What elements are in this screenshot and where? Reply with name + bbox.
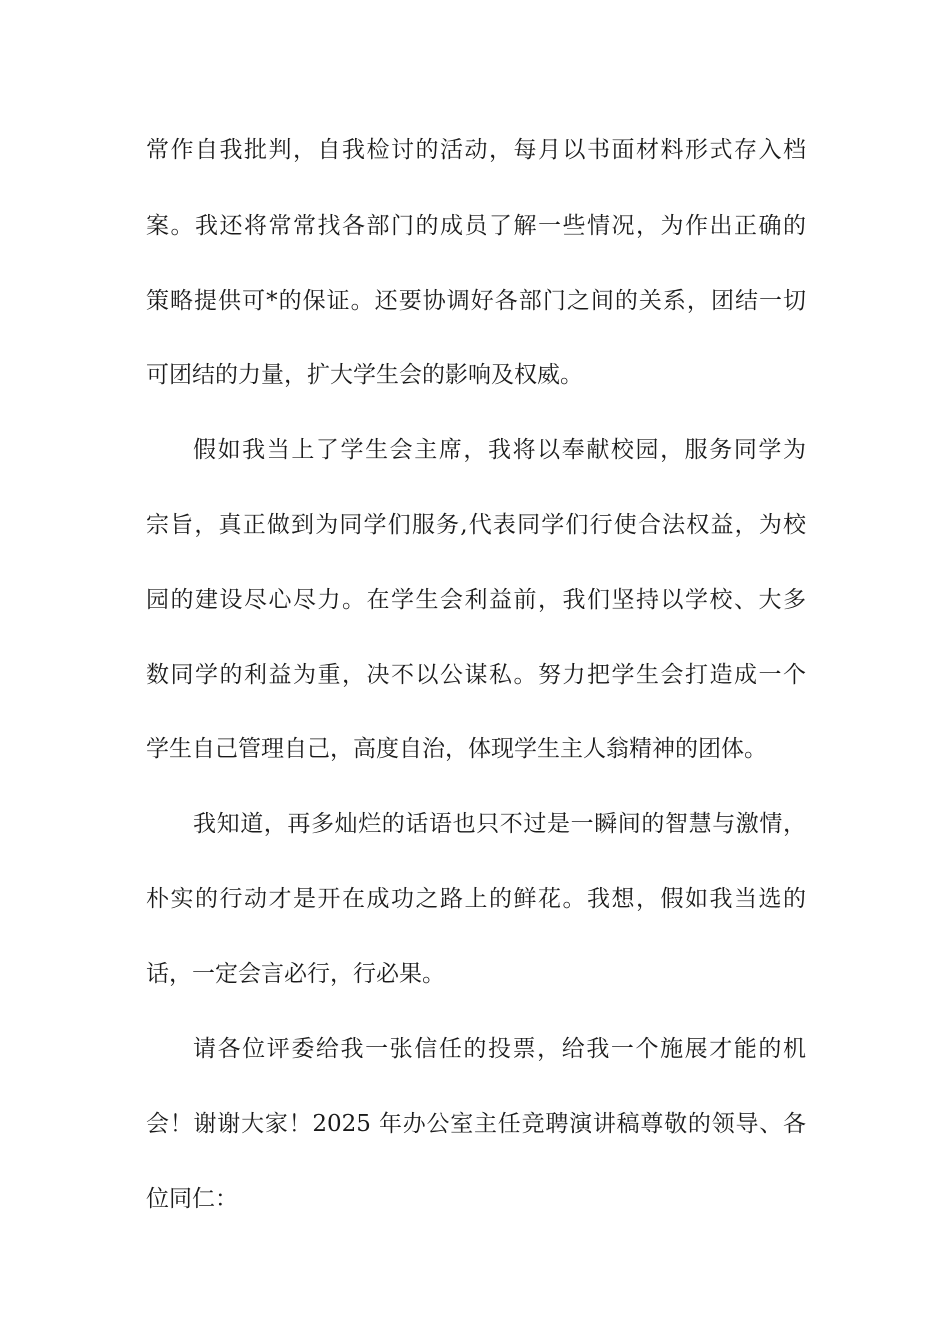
text-line: 我知道，再多灿烂的话语也只不过是一瞬间的智慧与激情，: [193, 811, 806, 837]
text-line: 学生自己管理自己，高度自治，体现学生主人翁精神的团体。: [146, 736, 767, 762]
text-line: 可团结的力量，扩大学生会的影响及权威。: [146, 362, 583, 388]
text-line: 会！谢谢大家！2025 年办公室主任竞聘演讲稿尊敬的领导、各: [146, 1111, 806, 1137]
text-line: 假如我当上了学生会主席，我将以奉献校园，服务同学为: [193, 437, 806, 463]
text-line: 位同仁：: [146, 1186, 238, 1212]
text-line: 话，一定会言必行，行必果。: [146, 961, 445, 987]
text-line: 数同学的利益为重，决不以公谋私。努力把学生会打造成一个: [146, 662, 806, 688]
text-line: 请各位评委给我一张信任的投票，给我一个施展才能的机: [193, 1036, 806, 1062]
text-line: 策略提供可*的保证。还要协调好各部门之间的关系，团结一切: [146, 288, 806, 314]
text-line: 园的建设尽心尽力。在学生会利益前，我们坚持以学校、大多: [146, 587, 806, 613]
text-line: 常作自我批判，自我检讨的活动，每月以书面材料形式存入档: [146, 137, 806, 163]
text-line: 宗旨，真正做到为同学们服务,代表同学们行使合法权益，为校: [146, 512, 806, 538]
text-line: 朴实的行动才是开在成功之路上的鲜花。我想，假如我当选的: [146, 886, 806, 912]
text-line: 案。我还将常常找各部门的成员了解一些情况，为作出正确的: [146, 213, 806, 239]
